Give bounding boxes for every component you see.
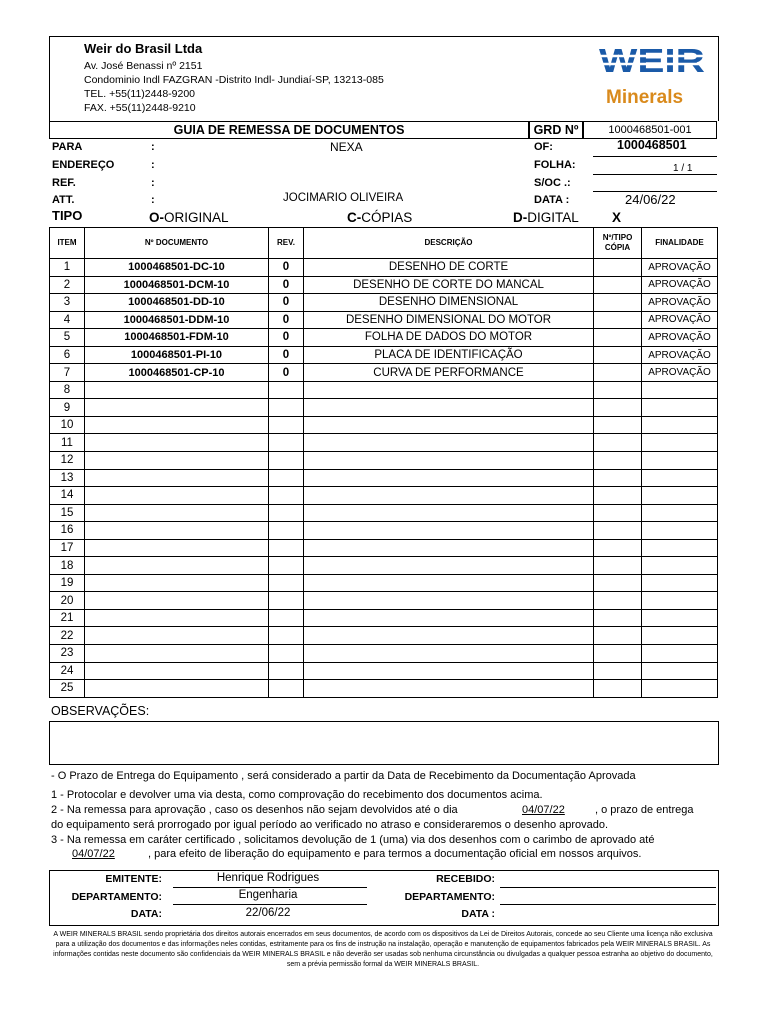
item-cell: 25: [50, 680, 85, 698]
copy-type-cell: [594, 329, 642, 347]
item-cell: 2: [50, 276, 85, 294]
legal-disclaimer: A WEIR MINERALS BRASIL sendo proprietária dos direitos autorais encerrados em seus documentos, de acordo com os dispositivos da Lei de Direitos Autorais, concede ao seu Cliente uma licença não exclusiva para a utilização dos documentos e das informações neles contidas, estritamente para os fins de instrução na instalação, operação e manutenção de equipamentos fabricados pela WEIR MINERALS BRASIL. As informações contidas neste documento são confidenciais da WEIR MINERALS BRASIL e não deverão ser usadas sob nenhuma circunstância ou divulgadas a qualquer pessoa estranha ao objetivo do documento, sem a prévia permissão formal da WEIR MINERALS BRASIL.: [53, 931, 713, 968]
item-cell: 12: [50, 452, 85, 470]
document-number-cell: [85, 381, 269, 399]
finalidade-cell: [642, 487, 718, 505]
document-number-cell: [85, 680, 269, 698]
copy-type-cell: [594, 416, 642, 434]
revision-cell: [269, 469, 304, 487]
tipo-copias: [347, 210, 412, 225]
finalidade-cell: [642, 592, 718, 610]
copy-type-cell: [594, 346, 642, 364]
table-row: [50, 381, 718, 399]
finalidade-cell: APROVAÇÃO: [642, 364, 718, 382]
of-label: OF:: [534, 141, 553, 153]
document-number-cell: [85, 645, 269, 663]
table-row: [50, 539, 718, 557]
document-number-cell: [85, 662, 269, 680]
finalidade-cell: [642, 469, 718, 487]
revision-cell: [269, 416, 304, 434]
description-cell: [304, 662, 594, 680]
note-2b: , o prazo de entrega: [595, 804, 694, 816]
col-header-rev: REV.: [269, 228, 304, 259]
note-2a: 2 - Na remessa para aprovação , caso os desenhos não sejam devolvidos até o dia: [51, 804, 458, 816]
revision-cell: [269, 399, 304, 417]
observacoes-label: OBSERVAÇÕES:: [51, 704, 150, 718]
description-cell: FOLHA DE DADOS DO MOTOR: [304, 329, 594, 347]
document-number-cell: 1000468501-PI-10: [85, 346, 269, 364]
table-row: [50, 346, 718, 364]
col-header-finalidade: FINALIDADE: [642, 228, 718, 259]
description-cell: CURVA DE PERFORMANCE: [304, 364, 594, 382]
table-row: [50, 294, 718, 312]
data-label: DATA :: [534, 194, 570, 206]
description-cell: DESENHO DE CORTE: [304, 259, 594, 277]
document-number-cell: [85, 416, 269, 434]
note-3b: , para efeito de liberação do equipamento e para termos a documentação oficial em nossos arquivos.: [148, 848, 642, 860]
finalidade-cell: APROVAÇÃO: [642, 294, 718, 312]
description-cell: [304, 539, 594, 557]
item-cell: 11: [50, 434, 85, 452]
departamento-label: DEPARTAMENTO:: [71, 891, 162, 903]
item-cell: 14: [50, 487, 85, 505]
table-row: [50, 627, 718, 645]
documents-table: [49, 227, 718, 698]
note-2c: do equipamento será prorrogado por igual período ao verificado no atraso e consideraremos o desenho aprovado.: [51, 819, 609, 831]
item-cell: 23: [50, 645, 85, 663]
document-number-cell: 1000468501-FDM-10: [85, 329, 269, 347]
copy-type-cell: [594, 574, 642, 592]
item-cell: 19: [50, 574, 85, 592]
revision-cell: [269, 522, 304, 540]
revision-cell: 0: [269, 346, 304, 364]
revision-cell: [269, 434, 304, 452]
col-header-documento: Nº DOCUMENTO: [85, 228, 269, 259]
item-cell: 16: [50, 522, 85, 540]
revision-cell: [269, 539, 304, 557]
copy-type-cell: [594, 662, 642, 680]
copy-type-cell: [594, 399, 642, 417]
data-recebimento-label: DATA :: [461, 908, 495, 920]
company-phone: TEL. +55(11)2448-9200: [84, 88, 196, 100]
description-cell: [304, 487, 594, 505]
item-cell: 24: [50, 662, 85, 680]
document-number-cell: [85, 399, 269, 417]
copy-type-cell: [594, 434, 642, 452]
company-address-line2: Condominio Indl FAZGRAN -Distrito Indl- Jundiaí-SP, 13213-085: [84, 74, 384, 86]
finalidade-cell: [642, 416, 718, 434]
item-cell: 7: [50, 364, 85, 382]
soc-label: S/OC .:: [534, 177, 571, 189]
finalidade-cell: APROVAÇÃO: [642, 311, 718, 329]
document-number-cell: 1000468501-CP-10: [85, 364, 269, 382]
data-emissao-value: 22/06/22: [245, 907, 291, 919]
document-number-cell: [85, 434, 269, 452]
folha-value: 1 / 1: [673, 163, 693, 174]
copy-type-cell: [594, 487, 642, 505]
of-underline: [593, 156, 717, 157]
note-3a: 3 - Na remessa em caráter certificado , solicitamos devolução de 1 (uma) via dos desenhos com o carimbo de aprovado até: [51, 834, 655, 846]
revision-cell: [269, 504, 304, 522]
document-number-cell: [85, 609, 269, 627]
finalidade-cell: APROVAÇÃO: [642, 329, 718, 347]
table-row: [50, 452, 718, 470]
finalidade-cell: [642, 627, 718, 645]
item-cell: 4: [50, 311, 85, 329]
tipo-copias-code: C-: [347, 210, 362, 225]
finalidade-cell: [642, 399, 718, 417]
description-cell: [304, 557, 594, 575]
description-cell: [304, 609, 594, 627]
emitente-label: EMITENTE:: [105, 873, 162, 885]
col-header-copia: Nº/TIPO CÓPIA: [594, 228, 642, 259]
copy-type-cell: [594, 504, 642, 522]
document-number-cell: [85, 504, 269, 522]
finalidade-cell: APROVAÇÃO: [642, 346, 718, 364]
folha-label: FOLHA:: [534, 159, 576, 171]
description-cell: [304, 504, 594, 522]
description-cell: [304, 399, 594, 417]
colon: :: [151, 159, 155, 171]
copy-type-cell: [594, 592, 642, 610]
table-row: [50, 557, 718, 575]
item-cell: 10: [50, 416, 85, 434]
col-header-descricao: DESCRIÇÃO: [304, 228, 594, 259]
tipo-original-text: ORIGINAL: [164, 210, 229, 225]
grd-label: GRD Nº: [529, 121, 583, 139]
copy-type-cell: [594, 294, 642, 312]
signature-box: [49, 870, 719, 926]
description-cell: DESENHO DIMENSIONAL DO MOTOR: [304, 311, 594, 329]
description-cell: DESENHO DE CORTE DO MANCAL: [304, 276, 594, 294]
finalidade-cell: [642, 645, 718, 663]
table-row: [50, 592, 718, 610]
grd-number: 1000468501-001: [583, 121, 717, 139]
description-cell: [304, 592, 594, 610]
item-cell: 17: [50, 539, 85, 557]
revision-cell: 0: [269, 329, 304, 347]
folha-underline: [593, 174, 717, 175]
recebido-underline: [500, 887, 716, 888]
att-label: ATT.: [52, 194, 75, 206]
finalidade-cell: [642, 609, 718, 627]
copy-type-cell: [594, 522, 642, 540]
item-cell: 13: [50, 469, 85, 487]
table-row: [50, 645, 718, 663]
revision-cell: [269, 381, 304, 399]
document-number-cell: [85, 487, 269, 505]
copy-type-cell: [594, 364, 642, 382]
document-number-cell: 1000468501-DDM-10: [85, 311, 269, 329]
revision-cell: [269, 487, 304, 505]
description-cell: [304, 574, 594, 592]
tipo-digital-text: DIGITAL: [527, 210, 579, 225]
description-cell: [304, 381, 594, 399]
copy-type-cell: [594, 381, 642, 399]
description-cell: [304, 645, 594, 663]
tipo-digital-code: D-: [513, 210, 528, 225]
company-header: [49, 36, 719, 121]
note-1: 1 - Protocolar e devolver uma via desta, como comprovação do recebimento dos documentos acima.: [51, 789, 543, 801]
item-cell: 8: [50, 381, 85, 399]
revision-cell: [269, 592, 304, 610]
document-number-cell: [85, 574, 269, 592]
tipo-original-code: O-: [149, 210, 164, 225]
data-value: 24/06/22: [625, 192, 676, 207]
revision-cell: 0: [269, 259, 304, 277]
tipo-digital: [513, 210, 579, 225]
colon: :: [151, 194, 155, 206]
revision-cell: 0: [269, 364, 304, 382]
copy-type-cell: [594, 557, 642, 575]
company-name: Weir do Brasil Ltda: [84, 41, 203, 56]
table-row: [50, 329, 718, 347]
colon: :: [151, 177, 155, 189]
table-row: [50, 487, 718, 505]
item-cell: 9: [50, 399, 85, 417]
table-row: [50, 662, 718, 680]
note-2-date: 04/07/22: [522, 804, 565, 816]
description-cell: [304, 469, 594, 487]
table-row: [50, 259, 718, 277]
description-cell: DESENHO DIMENSIONAL: [304, 294, 594, 312]
emitente-underline: [173, 887, 367, 888]
item-cell: 5: [50, 329, 85, 347]
copy-type-cell: [594, 609, 642, 627]
item-cell: 21: [50, 609, 85, 627]
document-number-cell: [85, 469, 269, 487]
copy-type-cell: [594, 311, 642, 329]
observacoes-box: [49, 721, 719, 765]
item-cell: 3: [50, 294, 85, 312]
title-row: [49, 121, 717, 138]
table-row: [50, 574, 718, 592]
table-row: [50, 434, 718, 452]
para-value: NEXA: [330, 140, 363, 154]
item-cell: 18: [50, 557, 85, 575]
copy-type-cell: [594, 680, 642, 698]
tipo-original: [149, 210, 229, 225]
document-number-cell: [85, 627, 269, 645]
finalidade-cell: [642, 680, 718, 698]
document-number-cell: [85, 452, 269, 470]
item-cell: 20: [50, 592, 85, 610]
endereco-label: ENDEREÇO: [52, 159, 115, 171]
tipo-label: TIPO: [52, 208, 83, 223]
ref-label: REF.: [52, 177, 76, 189]
company-fax: FAX. +55(11)2448-9210: [84, 102, 196, 114]
table-row: [50, 311, 718, 329]
table-row: [50, 680, 718, 698]
copy-type-cell: [594, 452, 642, 470]
revision-cell: [269, 680, 304, 698]
finalidade-cell: [642, 522, 718, 540]
table-row: [50, 416, 718, 434]
description-cell: PLACA DE IDENTIFICAÇÃO: [304, 346, 594, 364]
table-header-row: [50, 228, 718, 259]
document-number-cell: 1000468501-DCM-10: [85, 276, 269, 294]
copy-type-cell: [594, 539, 642, 557]
table-row: [50, 399, 718, 417]
description-cell: [304, 627, 594, 645]
revision-cell: 0: [269, 276, 304, 294]
finalidade-cell: APROVAÇÃO: [642, 276, 718, 294]
note-prazo: - O Prazo de Entrega do Equipamento , será considerado a partir da Data de Recebimento da Documentação Aprovada: [51, 770, 636, 782]
departamento-underline: [173, 904, 367, 905]
of-value: 1000468501: [617, 138, 687, 152]
att-value: JOCIMARIO OLIVEIRA: [283, 192, 404, 204]
description-cell: [304, 452, 594, 470]
tipo-selected-mark: X: [612, 210, 622, 225]
item-cell: 22: [50, 627, 85, 645]
revision-cell: [269, 627, 304, 645]
revision-cell: [269, 557, 304, 575]
document-number-cell: [85, 522, 269, 540]
copy-type-cell: [594, 259, 642, 277]
emitente-value: Henrique Rodrigues: [216, 872, 320, 884]
table-row: [50, 504, 718, 522]
document-number-cell: [85, 592, 269, 610]
item-cell: 6: [50, 346, 85, 364]
revision-cell: [269, 609, 304, 627]
table-row: [50, 609, 718, 627]
description-cell: [304, 522, 594, 540]
col-header-item: ITEM: [50, 228, 85, 259]
departamento-value: Engenharia: [238, 889, 298, 901]
document-title: GUIA DE REMESSA DE DOCUMENTOS: [49, 121, 529, 139]
revision-cell: [269, 662, 304, 680]
finalidade-cell: APROVAÇÃO: [642, 259, 718, 277]
data-emissao-label: DATA:: [130, 908, 162, 920]
item-cell: 15: [50, 504, 85, 522]
copy-type-cell: [594, 627, 642, 645]
finalidade-cell: [642, 504, 718, 522]
table-row: [50, 364, 718, 382]
table-row: [50, 276, 718, 294]
copy-type-cell: [594, 276, 642, 294]
recebido-label: RECEBIDO:: [436, 873, 495, 885]
document-number-cell: 1000468501-DD-10: [85, 294, 269, 312]
copy-type-cell: [594, 645, 642, 663]
revision-cell: 0: [269, 311, 304, 329]
revision-cell: [269, 452, 304, 470]
tipo-copias-text: CÓPIAS: [361, 210, 413, 225]
revision-cell: 0: [269, 294, 304, 312]
finalidade-cell: [642, 539, 718, 557]
finalidade-cell: [642, 557, 718, 575]
description-cell: [304, 416, 594, 434]
finalidade-cell: [642, 381, 718, 399]
document-number-cell: [85, 557, 269, 575]
departamento2-underline: [500, 904, 716, 905]
weir-logo-text: WEIR: [599, 45, 706, 77]
departamento2-label: DEPARTAMENTO:: [404, 891, 495, 903]
document-number-cell: 1000468501-DC-10: [85, 259, 269, 277]
description-cell: [304, 680, 594, 698]
table-body: [50, 259, 718, 698]
weir-logo-icon: [598, 45, 706, 77]
note-3-date: 04/07/22: [72, 848, 115, 860]
item-cell: 1: [50, 259, 85, 277]
description-cell: [304, 434, 594, 452]
company-address-line1: Av. José Benassi nº 2151: [84, 60, 203, 72]
document-number-cell: [85, 539, 269, 557]
colon: :: [151, 141, 155, 153]
finalidade-cell: [642, 662, 718, 680]
minerals-logo-text: Minerals: [606, 87, 684, 108]
finalidade-cell: [642, 574, 718, 592]
revision-cell: [269, 574, 304, 592]
table-row: [50, 522, 718, 540]
finalidade-cell: [642, 452, 718, 470]
copy-type-cell: [594, 469, 642, 487]
para-label: PARA: [52, 141, 83, 153]
revision-cell: [269, 645, 304, 663]
table-row: [50, 469, 718, 487]
finalidade-cell: [642, 434, 718, 452]
